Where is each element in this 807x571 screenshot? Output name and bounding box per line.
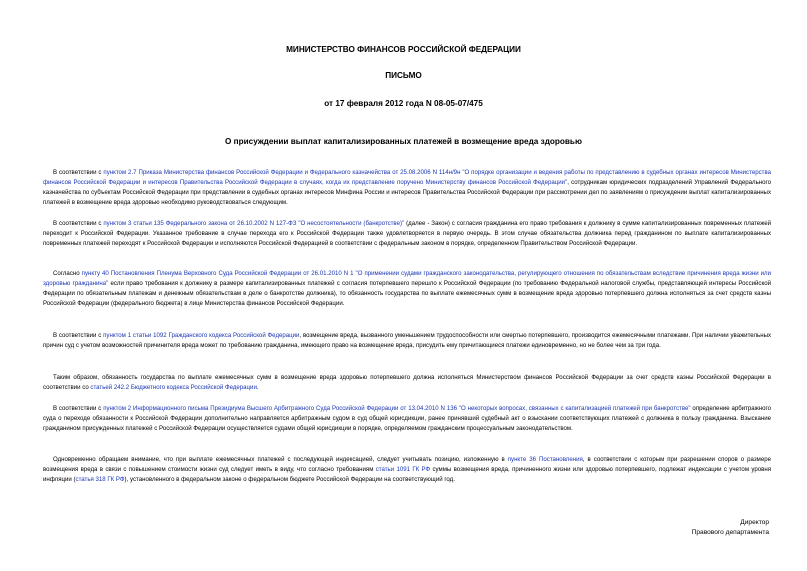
paragraph-text: В соответствии с	[53, 169, 104, 176]
paragraph-7	[43, 455, 771, 485]
paragraph-text: .	[256, 384, 259, 391]
legal-reference-link[interactable]: пункту 40 Постановления Пленума Верховного Суда Российской Федерации от 26.01.2010 N 1 "О применении судами гражданского законодательства, регулирующего отношения по обязательствам вследствие причинения вреда жизни или здоровью гражданина"	[43, 270, 771, 287]
legal-reference-link[interactable]: статьи 1091 ГК РФ	[375, 466, 431, 473]
paragraph-text: , возмещение вреда, вызванного уменьшением трудоспособности или смертью потерпевшего, производится ежемесячными платежами. При наличии уважительных причин суд с учетом возможностей причинителя вреда может по требованию гражданина, имеющего право на возмещение вреда, присудить ему причитающиеся платежи единовременно, но не более чем за три года.	[43, 332, 772, 349]
paragraph-text: В соответствии с	[53, 332, 104, 339]
paragraph-3	[43, 269, 771, 309]
paragraph-text: В соответствии с	[53, 405, 104, 412]
legal-reference-link[interactable]: статьей 242.2 Бюджетного кодекса Российской Федерации	[90, 384, 257, 391]
legal-reference-link[interactable]: статья 318 ГК РФ	[75, 476, 125, 483]
legal-reference-link[interactable]: пунктом 2.7 Приказа Министерства финансов Российской Федерации и Федерального казначейства от 25.08.2006 N 114н/9н "О порядке организации и ведения работы по представлению в судебных органах интересов Министерства финансов Российской Федерации и интересов Правительства Российской Федерации в случаях, когда их представление поручено Министерству финансов Российской Федерации"	[43, 169, 772, 186]
paragraph-text: Таким образом, обязанность государства по выплате ежемесячных сумм в возмещение вреда здоровью потерпевшего должна исполняться Министерством финансов Российской Федерации за счет средств казны Российской Федерации в соответствии со	[43, 374, 771, 391]
paragraph-text: , в соответствии с которым при разрешении споров о размере возмещения вреда в связи с повышением стоимости жизни суд следует иметь в виду, что согласно требованиям	[43, 456, 771, 473]
paragraph-text: суммы возмещения вреда, причиненного жизни или здоровью потерпевшего, подлежат индексации с учетом уровня инфляции (	[43, 466, 772, 483]
paragraph-6	[43, 404, 771, 434]
paragraph-1	[43, 168, 771, 208]
paragraph-5	[43, 373, 771, 393]
paragraph-text: Одновременно обращаем внимание, что при выплате ежемесячных платежей с последующей индексацией, следует учитывать позицию, изложенную в	[53, 456, 508, 463]
paragraph-text: определение арбитражного суда о переходе обязанности к Российской Федерации дополнительно направляется арбитражным судом в суд общей юрисдикции, ранее принявший судебный акт о взыскании соответствующих платежей с должника в пользу гражданина. Взыскание гражданином присужденных платежей с Российской Федерации осуществляется судами общей юрисдикции в порядке, определяемом гражданским процессуальным законодательством.	[43, 405, 772, 432]
legal-reference-link[interactable]: пунктом 3 статьи 135 Федерального закона от 26.10.2002 N 127-ФЗ "О несостоятельности (банкротстве)"	[103, 220, 405, 227]
signature-block	[692, 518, 769, 538]
paragraph-text: (далее - Закон) с согласия гражданина его право требования к должнику в сумме капитализированных повременных платежей переходит к Российской Федерации. Указанное требование в случае перехода его к Российской Федерации также удовлетворяется в первую очередь. В этом случае обязательства должника перед гражданином по выплате капитализированных повременных платежей переходят к Российской Федерации и исполняются Российской Федерацией в соответствии с федеральным законом в порядке, определенном Правительством Российской Федерации.	[43, 220, 771, 247]
document-subject: О присуждении выплат капитализированных платежей в возмещение вреда здоровью	[225, 137, 582, 146]
paragraph-2	[43, 219, 771, 249]
document-date-number: от 17 февраля 2012 года N 08-05-07/475	[324, 99, 483, 108]
paragraph-4	[43, 331, 771, 351]
signer-title: Директор	[740, 519, 769, 526]
legal-reference-link[interactable]: пункте 36 Постановления	[507, 456, 583, 463]
paragraph-text: В соответствии с	[53, 220, 104, 227]
paragraph-text: ), установленного в федеральном законе о федеральном бюджете Российской Федерации на соответствующий год.	[124, 476, 455, 483]
document-type: ПИСЬМО	[385, 71, 422, 80]
legal-reference-link[interactable]: пунктом 1 статьи 1092 Гражданского кодекса Российской Федерации	[103, 332, 300, 339]
legal-reference-link[interactable]: пунктом 2 Информационного письма Президиума Высшего Арбитражного Суда Российской Федерации от 13.04.2010 N 136 "О некоторых вопросах, связанных с капитализацией платежей при банкротстве"	[103, 405, 691, 412]
ministry-name: МИНИСТЕРСТВО ФИНАНСОВ РОССИЙСКОЙ ФЕДЕРАЦИИ	[286, 45, 521, 54]
paragraph-text: , сотрудникам юридических подразделений Управлений Федерального казначейства по субъектам Российской Федерации при представлении в судебных органах интересов Минфина России и интересов Правительства Российской Федерации при рассмотрении дел по заявлениям о присуждении выплат капитализированных платежей в возмещение вреда здоровью необходимо руководствоваться следующим.	[43, 179, 772, 206]
paragraph-text: если право требования к должнику в размере капитализированных платежей с согласия потерпевшего перешло к Российской Федерации (по требованию Федеральной налоговой службы, представляющей интересы Российской Федерации по обязательным платежам и денежным обязательствам в деле о банкротстве должника), то обязанность государства по выплате ежемесячных сумм в возмещение вреда здоровью потерпевшего должна исполняться за счет средств казны Российской Федерации (федерального бюджета) в лице Министерства финансов Российской Федерации.	[43, 280, 771, 307]
paragraph-text: Согласно	[53, 270, 82, 277]
signer-department: Правового департамента	[691, 529, 769, 536]
